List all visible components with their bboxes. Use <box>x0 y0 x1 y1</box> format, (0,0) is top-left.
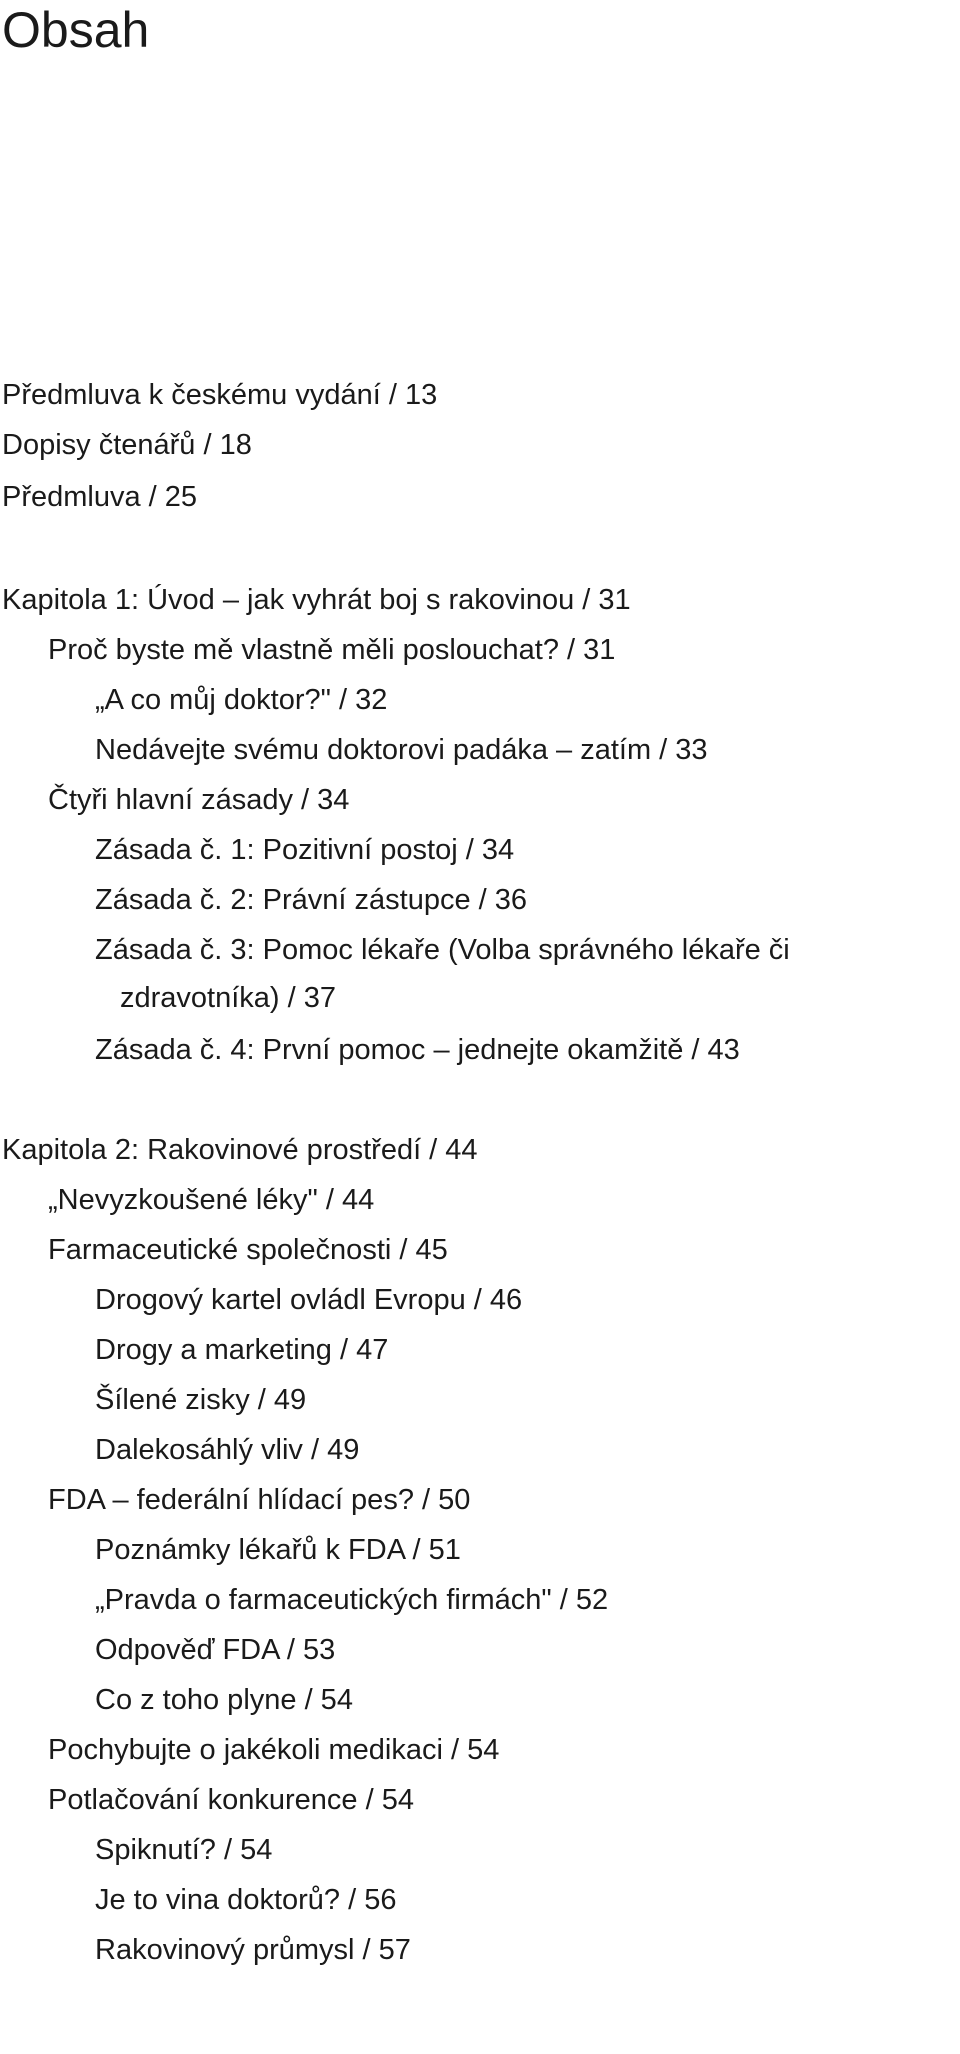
toc-entry: Proč byste mě vlastně měli poslouchat? / 31 <box>48 634 616 666</box>
toc-entry: Předmluva k českému vydání / 13 <box>2 379 438 411</box>
toc-entry: Rakovinový průmysl / 57 <box>95 1934 411 1966</box>
page-title: Obsah <box>2 2 150 58</box>
toc-entry: Co z toho plyne / 54 <box>95 1684 353 1716</box>
toc-entry: Předmluva / 25 <box>2 481 198 513</box>
toc-entry: Šílené zisky / 49 <box>95 1384 307 1416</box>
toc-entry: Zásada č. 1: Pozitivní postoj / 34 <box>95 834 515 866</box>
toc-entry: Potlačování konkurence / 54 <box>48 1784 414 1816</box>
toc-entry: Nedávejte svému doktorovi padáka – zatím / 33 <box>95 734 708 766</box>
toc-entry: Kapitola 1: Úvod – jak vyhrát boj s rakovinou / 31 <box>2 584 631 616</box>
toc-entry: Je to vina doktorů? / 56 <box>95 1884 397 1916</box>
toc-entry: Čtyři hlavní zásady / 34 <box>48 784 350 816</box>
toc-entry: Zásada č. 2: Právní zástupce / 36 <box>95 884 528 916</box>
toc-entry: Odpověď FDA / 53 <box>95 1634 336 1666</box>
toc-entry: „Nevyzkoušené léky" / 44 <box>48 1184 375 1216</box>
toc-entry: Drogy a marketing / 47 <box>95 1334 389 1366</box>
toc-entry: Drogový kartel ovládl Evropu / 46 <box>95 1284 523 1316</box>
toc-entry: Kapitola 2: Rakovinové prostředí / 44 <box>2 1134 478 1166</box>
toc-entry: „Pravda o farmaceutických firmách" / 52 <box>95 1584 609 1616</box>
toc-entry: Dalekosáhlý vliv / 49 <box>95 1434 360 1466</box>
toc-entry: FDA – federální hlídací pes? / 50 <box>48 1484 471 1516</box>
toc-entry: Farmaceutické společnosti / 45 <box>48 1234 448 1266</box>
toc-entry: zdravotníka) / 37 <box>120 982 336 1014</box>
toc-entry: Spiknutí? / 54 <box>95 1834 273 1866</box>
toc-entry: Zásada č. 4: První pomoc – jednejte okamžitě / 43 <box>95 1034 740 1066</box>
toc-entry: Pochybujte o jakékoli medikaci / 54 <box>48 1734 500 1766</box>
toc-entry: Dopisy čtenářů / 18 <box>2 429 252 461</box>
toc-entry: „A co můj doktor?" / 32 <box>95 684 388 716</box>
toc-entry: Zásada č. 3: Pomoc lékaře (Volba správného lékaře či <box>95 934 790 966</box>
toc-entry: Poznámky lékařů k FDA / 51 <box>95 1534 461 1566</box>
